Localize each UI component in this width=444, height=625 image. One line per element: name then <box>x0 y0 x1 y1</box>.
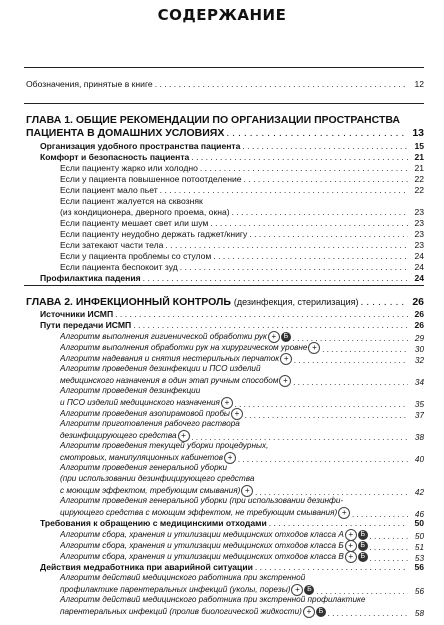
circle-plus-icon: + <box>224 452 236 464</box>
toc-section[interactable]: Пути передачи ИСМП . . . 26 <box>40 320 424 330</box>
circle-plus-icon: + <box>178 430 190 442</box>
toc-section[interactable]: Профилактика падения . . . 24 <box>40 273 424 283</box>
toc-section[interactable]: Требования к обращению с медицинскими отходами . . . 50 <box>40 518 424 528</box>
toc-entry[interactable]: Обозначения, принятые в книге . . . 12 <box>26 79 424 89</box>
circle-b-icon: Б <box>358 552 368 562</box>
toc-algorithm-line: Алгоритм приготовления рабочего раствора <box>60 419 240 428</box>
toc-subentry[interactable]: Если пациенту неудобно держать гаджет/книгу . . . 23 <box>60 229 424 239</box>
circle-plus-icon: + <box>345 529 357 541</box>
toc-algorithm[interactable]: и ПСО изделий медицинского назначения + . . . 35 <box>60 397 424 409</box>
toc-algorithm-line: Алгоритм действий медицинского работника при экстренной <box>60 573 306 582</box>
circle-b-icon: Б <box>358 530 368 540</box>
circle-plus-icon: + <box>221 397 233 409</box>
toc-subentry[interactable]: Если пациенту жарко или холодно . . . 21 <box>60 163 424 173</box>
divider <box>24 103 424 104</box>
toc-section[interactable]: Комфорт и безопасность пациента . . . 21 <box>40 152 424 162</box>
circle-plus-icon: + <box>308 342 320 354</box>
toc-algorithm-line: Алгоритм проведения дезинфекции и ПСО изделий <box>60 364 261 373</box>
circle-b-icon: Б <box>358 541 368 551</box>
circle-plus-icon: + <box>241 485 253 497</box>
circle-plus-icon: + <box>345 540 357 552</box>
toc-algorithm[interactable]: Алгоритм сбора, хранения и утилизации медицинских отходов класса В + Б . . . 53 <box>60 551 424 563</box>
toc-algorithm[interactable]: Алгоритм проведения азопирамовой пробы + . . . 37 <box>60 408 424 420</box>
toc-algorithm[interactable]: Алгоритм сбора, хранения и утилизации медицинских отходов класса А + Б . . . 50 <box>60 529 424 541</box>
toc-subentry[interactable]: Если у пациента повышенное потоотделение . . . 22 <box>60 174 424 184</box>
toc-subentry[interactable]: Если пациенту мешает свет или шум . . . 23 <box>60 218 424 228</box>
toc-algorithm-line: Алгоритм проведения текущей уборки процедурных, <box>60 441 269 450</box>
toc-algorithm[interactable]: Алгоритм выполнения гигиенической обработки рук + Б . . . 29 <box>60 331 424 343</box>
circle-plus-icon: + <box>279 375 291 387</box>
toc-subentry[interactable]: Если пациента беспокоит зуд . . . 24 <box>60 262 424 272</box>
circle-plus-icon: + <box>303 606 315 618</box>
toc-algorithm[interactable]: Алгоритм выполнения обработки рук на хирургическом уровне + . . . 30 <box>60 342 424 354</box>
circle-plus-icon: + <box>345 551 357 563</box>
toc-algorithm[interactable]: профилактике парентеральных инфекций (уколы, порезы) + Б . . . 56 <box>60 584 424 596</box>
toc-subentry[interactable]: (из кондиционера, дверного проема, окна) . . . 23 <box>60 207 424 217</box>
toc-section[interactable]: Источники ИСМП . . . 26 <box>40 309 424 319</box>
toc-chapter[interactable]: ПАЦИЕНТА В ДОМАШНИХ УСЛОВИЯХ . . . 13 <box>26 127 424 139</box>
circle-plus-icon: + <box>268 331 280 343</box>
toc-algorithm[interactable]: медицинского назначения в один этап ручным способом + . . . 34 <box>60 375 424 387</box>
circle-plus-icon: + <box>280 353 292 365</box>
circle-plus-icon: + <box>338 507 350 519</box>
toc-algorithm[interactable]: парентеральных инфекций (пролив биологической жидкости) + Б . . . 58 <box>60 606 424 618</box>
toc-algorithm[interactable]: смотровых, манипуляционных кабинетов + . . . 40 <box>60 452 424 464</box>
toc-algorithm-line: (при использовании дезинфицирующего средства <box>60 474 255 483</box>
circle-b-icon: Б <box>304 585 314 595</box>
toc-algorithm[interactable]: цирующего средства с моющим эффектом, не требующим смывания) + . . . 46 <box>60 507 424 519</box>
toc-subentry[interactable]: Если затекают части тела . . . 23 <box>60 240 424 250</box>
circle-b-icon: Б <box>316 607 326 617</box>
circle-plus-icon: + <box>231 408 243 420</box>
toc-subentry-line: Если пациент жалуется на сквозняк <box>60 196 203 206</box>
toc-algorithm-line: Алгоритм проведения дезинфекции <box>60 386 201 395</box>
divider <box>24 67 424 68</box>
page-title: СОДЕРЖАНИЕ <box>157 6 287 24</box>
toc-algorithm[interactable]: с моющим эффектом, требующим смывания) + . . . 42 <box>60 485 424 497</box>
toc-algorithm[interactable]: Алгоритм сбора, хранения и утилизации медицинских отходов класса Б + Б . . . 51 <box>60 540 424 552</box>
circle-plus-icon: + <box>291 584 303 596</box>
circle-b-icon: Б <box>281 332 291 342</box>
toc-chapter[interactable]: ГЛАВА 2. ИНФЕКЦИОННЫЙ КОНТРОЛЬ (дезинфекция, стерилизация) . . . 26 <box>26 296 424 308</box>
toc-subentry[interactable]: Если у пациента проблемы со стулом . . . 24 <box>60 251 424 261</box>
toc-section[interactable]: Организация удобного пространства пациента . . . 15 <box>40 141 424 151</box>
toc-section[interactable]: Действия медработника при аварийной ситуации . . . 56 <box>40 562 424 572</box>
toc-algorithm-line: Алгоритм проведения генеральной уборки <box>60 463 228 472</box>
toc-algorithm-line: Алгоритм проведения генеральной уборки (при использовании дезинфи- <box>60 496 344 505</box>
toc-subentry[interactable]: Если пациент мало пьет . . . 22 <box>60 185 424 195</box>
divider <box>24 285 424 286</box>
chapter-title-line: ГЛАВА 1. ОБЩИЕ РЕКОМЕНДАЦИИ ПО ОРГАНИЗАЦИИ ПРОСТРАНСТВА <box>26 114 401 126</box>
toc-algorithm-line: Алгоритм действий медицинского работника при экстренной профилактике <box>60 595 366 604</box>
toc-algorithm[interactable]: Алгоритм надевания и снятия нестерильных перчаток + . . . 32 <box>60 353 424 365</box>
toc-algorithm[interactable]: дезинфицирующего средства + . . . 38 <box>60 430 424 442</box>
